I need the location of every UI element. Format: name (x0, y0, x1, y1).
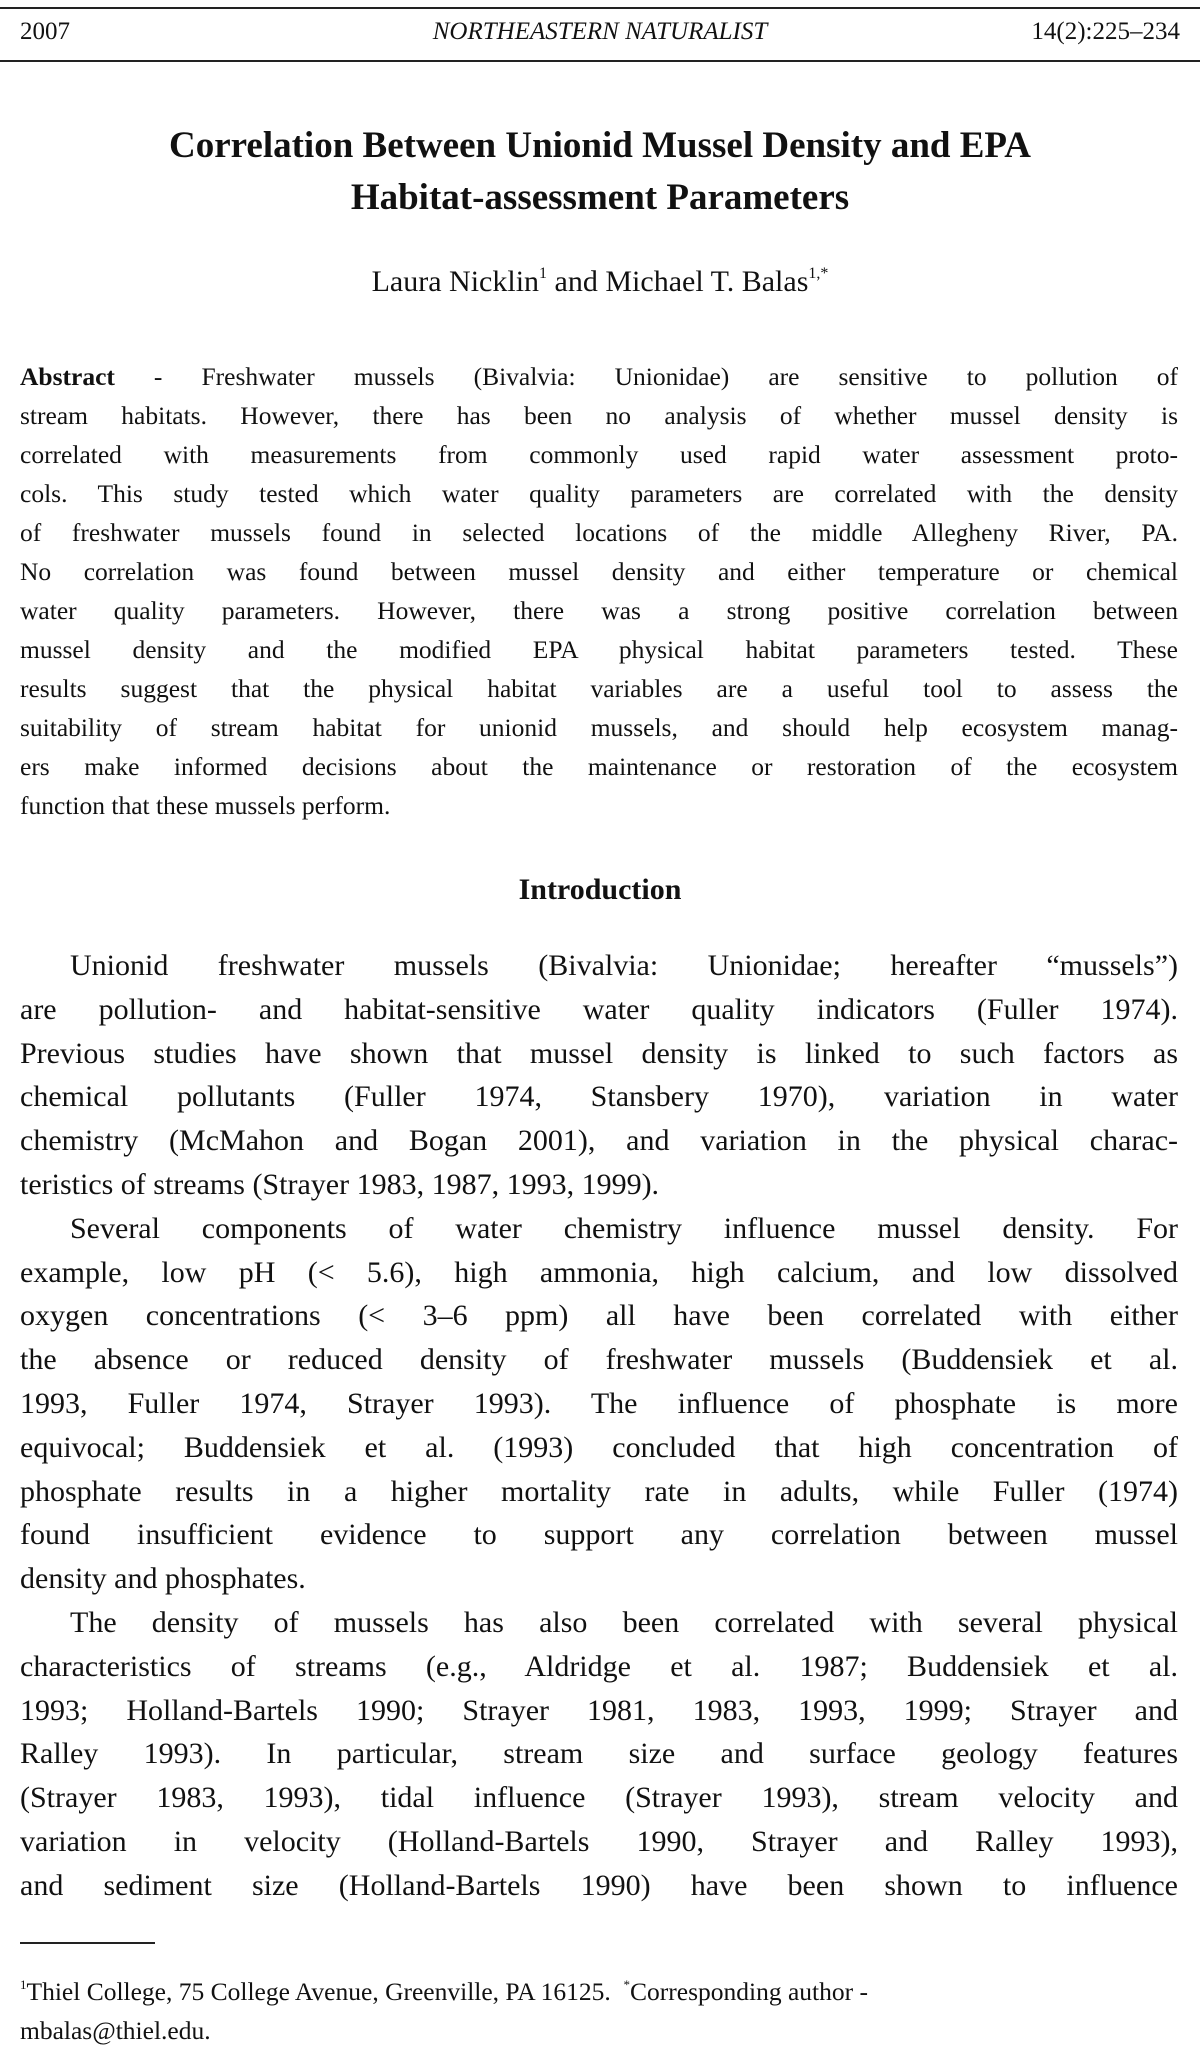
author-affiliation-marker: 1,* (808, 265, 829, 282)
text-line: equivocal; Buddensiek et al. (1993) concluded that high concentration of (20, 1430, 1178, 1464)
text-line: oxygen concentrations (< 3–6 ppm) all have been correlated with either (20, 1299, 1178, 1333)
text-line: example, low pH (< 5.6), high ammonia, high calcium, and low dissolved (20, 1255, 1178, 1289)
volume-pages: 14(2):225–234 (1031, 18, 1180, 45)
author-connector: and (554, 265, 598, 298)
text-line: chemistry (McMahon and Bogan 2001), and variation in the physical charac- (20, 1124, 1178, 1158)
text-line: found insufficient evidence to support any correlation between mussel (20, 1518, 1178, 1552)
paragraph (20, 944, 1178, 1207)
text-line: 1993; Holland-Bartels 1990; Strayer 1981, 1983, 1993, 1999; Strayer and (20, 1693, 1178, 1727)
corresponding-author-label: Corresponding author - (630, 1977, 869, 2006)
text-line: The density of mussels has also been correlated with several physical (70, 1605, 1178, 1639)
text-line: Several components of water chemistry influence mussel density. For (70, 1211, 1178, 1245)
affiliation-marker: 1 (20, 1977, 27, 1992)
paragraph (20, 1601, 1178, 1908)
footnote-rule (20, 1942, 155, 1944)
abstract-line: correlated with measurements from commonly used rapid water assessment proto- (20, 440, 1178, 469)
footnote (20, 1965, 1180, 2050)
introduction-body (20, 944, 1178, 1908)
text-line: phosphate results in a higher mortality rate in adults, while Fuller (1974) (20, 1474, 1178, 1508)
text-line: Previous studies have shown that mussel density is linked to such factors as (20, 1036, 1178, 1070)
text-line: the absence or reduced density of freshwater mussels (Buddensiek et al. (20, 1343, 1178, 1377)
text-line: chemical pollutants (Fuller 1974, Stansbery 1970), variation in water (20, 1080, 1178, 1114)
title-line: Correlation Between Unionid Mussel Density and EPA (169, 125, 1031, 166)
title-line: Habitat-assessment Parameters (350, 177, 850, 218)
section-heading-introduction: Introduction (518, 873, 682, 906)
abstract-line: stream habitats. However, there has been no analysis of whether mussel density is (20, 401, 1178, 430)
top-rule (0, 7, 1200, 9)
text-line: and sediment size (Holland-Bartels 1990) have been shown to influence (20, 1868, 1178, 1902)
abstract-line: cols. This study tested which water quality parameters are correlated with the density (20, 479, 1178, 508)
text-line: are pollution- and habitat-sensitive water quality indicators (Fuller 1974). (20, 992, 1178, 1026)
author-name: Laura Nicklin (371, 265, 540, 298)
affiliation: Thiel College, 75 College Avenue, Greenville, PA 16125. (26, 1977, 611, 2006)
text-line: 1993, Fuller 1974, Strayer 1993). The influence of phosphate is more (20, 1386, 1178, 1420)
header-rule (0, 60, 1200, 62)
running-head (0, 18, 1200, 48)
abstract-line: Abstract - Freshwater mussels (Bivalvia: Unionidae) are sensitive to pollution of (20, 362, 1178, 391)
corresponding-marker: * (623, 1977, 631, 1992)
abstract-line: No correlation was found between mussel density and either temperature or chemical (20, 557, 1178, 586)
paragraph (20, 1207, 1178, 1601)
abstract-line: mussel density and the modified EPA physical habitat parameters tested. These (20, 635, 1178, 664)
abstract-line: results suggest that the physical habitat variables are a useful tool to assess the (20, 674, 1178, 703)
abstract-line: of freshwater mussels found in selected locations of the middle Allegheny River, PA. (20, 518, 1178, 547)
text-line: characteristics of streams (e.g., Aldridge et al. 1987; Buddensiek et al. (20, 1649, 1178, 1683)
footnote-line (20, 2011, 1180, 2050)
abstract-line: function that these mussels perform. (20, 791, 391, 820)
abstract-line: water quality parameters. However, there was a strong positive correlation between (20, 596, 1178, 625)
journal-name: NORTHEASTERN NATURALIST (432, 18, 768, 45)
journal-year: 2007 (20, 18, 70, 45)
abstract (20, 357, 1178, 825)
footnote-line (20, 1965, 1180, 2011)
text-line: (Strayer 1983, 1993), tidal influence (Strayer 1993), stream velocity and (20, 1781, 1178, 1815)
author-email[interactable]: mbalas@thiel.edu. (20, 2016, 211, 2045)
paper-title (0, 120, 1200, 224)
abstract-line: suitability of stream habitat for unionid mussels, and should help ecosystem manag- (20, 713, 1178, 742)
text-line: density and phosphates. (20, 1562, 306, 1596)
author-affiliation-marker: 1 (539, 265, 548, 282)
author-list (0, 265, 1200, 299)
text-line: Unionid freshwater mussels (Bivalvia: Unionidae; hereafter “mussels”) (70, 949, 1178, 982)
text-line: Ralley 1993). In particular, stream size and surface geology features (20, 1737, 1178, 1771)
author-name: Michael T. Balas (605, 265, 809, 298)
abstract-label: Abstract (20, 362, 115, 391)
abstract-line: ers make informed decisions about the maintenance or restoration of the ecosystem (20, 752, 1178, 781)
text-line: variation in velocity (Holland-Bartels 1990, Strayer and Ralley 1993), (20, 1824, 1178, 1858)
text-line: teristics of streams (Strayer 1983, 1987, 1993, 1999). (20, 1167, 660, 1201)
